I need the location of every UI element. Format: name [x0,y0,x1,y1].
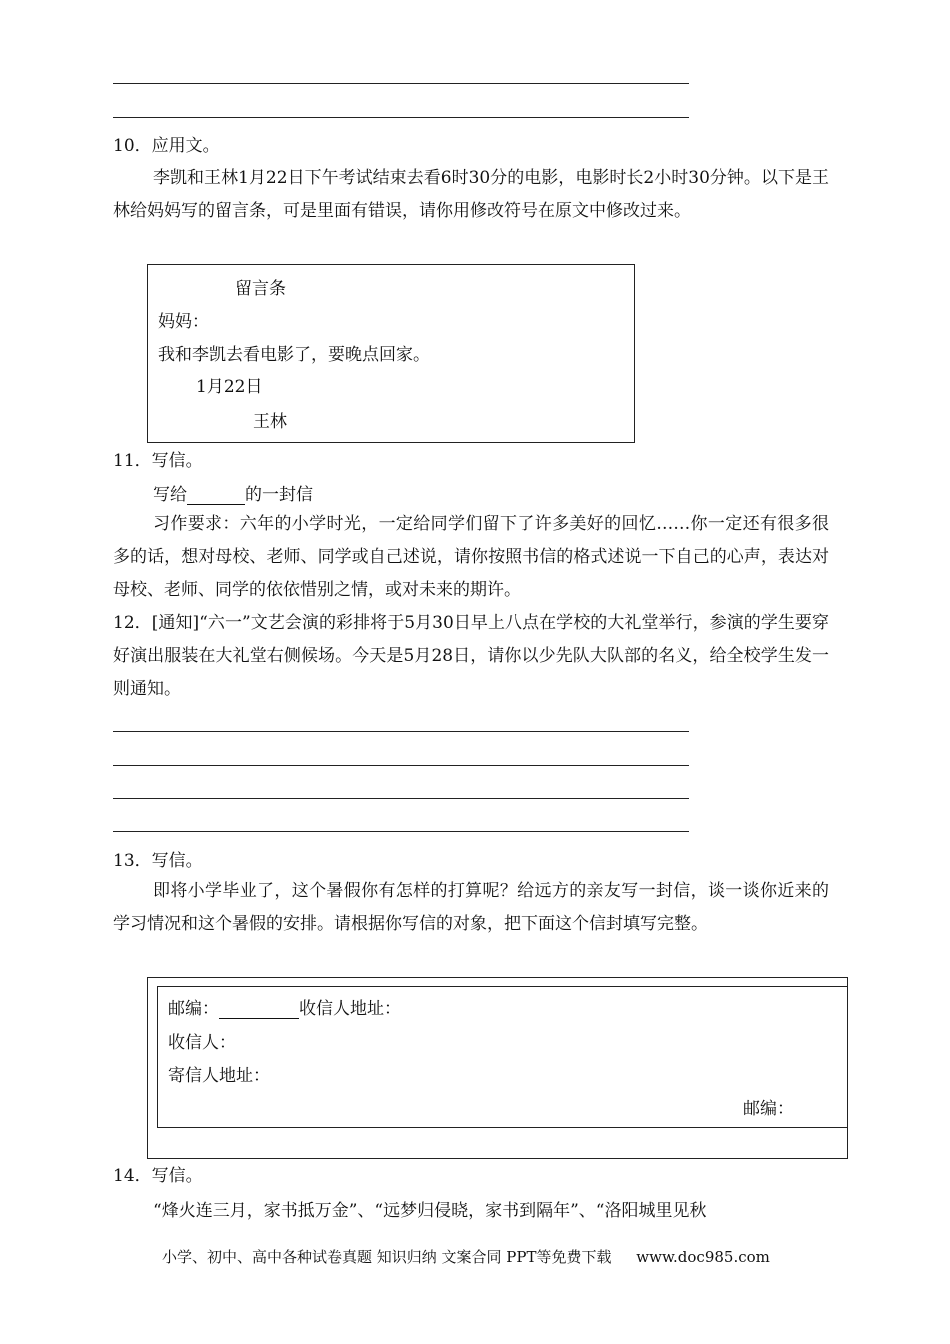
answer-line[interactable] [113,831,689,832]
footer-text: 小学、初中、高中各种试卷真题 知识归纳 文案合同 PPT等免费下载 [162,1248,612,1266]
q14-intro: “烽火连三月，家书抵万金”、“远梦归侵晓，家书到隔年”、“洛阳城里见秋 [153,1201,707,1221]
q11-heading: 11．写信。 [113,451,203,471]
recipient-label: 收信人： [168,1033,236,1053]
recipient-address-label: 收信人地址： [299,999,401,1019]
note-greeting: 妈妈： [158,312,209,332]
answer-line[interactable] [113,117,689,118]
letter-recipient-blank[interactable] [187,486,245,505]
q11-title-prefix: 写给 [153,485,187,505]
answer-line[interactable] [113,83,689,84]
q11-requirement: 习作要求：六年的小学时光，一定给同学们留下了许多美好的回忆……你一定还有很多很多的话，想对母校、老师、同学或自己述说，请你按照书信的格式述说一下自己的心声，表达对母校、老师、同学的依依惜别之情，或对未来的期许。 [113,514,829,600]
answer-line[interactable] [113,765,689,766]
q12-text: 12．[通知]“六一”文艺会演的彩排将于5月30日早上八点在学校的大礼堂举行，参演的学生要穿好演出服装在大礼堂右侧候场。今天是5月28日，请你以少先队大队部的名义，给全校学生发一则通知。 [113,613,829,699]
note-date: 1月22日 [196,377,263,397]
message-note-box [147,264,635,443]
note-signature: 王林 [253,412,287,432]
footer [162,1246,770,1267]
footer-url[interactable]: www.doc985.com [636,1248,770,1266]
note-body: 我和李凯去看电影了，要晚点回家。 [158,345,430,365]
envelope-zip-row [168,994,401,1019]
answer-line[interactable] [113,731,689,732]
zip-blank[interactable] [219,1000,299,1019]
q13-heading: 13．写信。 [113,851,203,871]
zip-label: 邮编： [168,999,219,1019]
sender-zip-label: 邮编： [743,1099,794,1119]
q10-heading: 10．应用文。 [113,136,220,156]
answer-line[interactable] [113,798,689,799]
q13-intro: 即将小学毕业了，这个暑假你有怎样的打算呢？给远方的亲友写一封信，谈一谈你近来的学习情况和这个暑假的安排。请根据你写信的对象，把下面这个信封填写完整。 [113,881,829,934]
q10-intro: 李凯和王林1月22日下午考试结束去看6时30分的电影，电影时长2小时30分钟。以下是王林给妈妈写的留言条，可是里面有错误，请你用修改符号在原文中修改过来。 [113,168,829,221]
q11-title-line [153,480,313,505]
q11-title-suffix: 的一封信 [245,485,313,505]
envelope-inner [157,986,848,1128]
q14-heading: 14．写信。 [113,1166,203,1186]
note-title: 留言条 [235,279,286,299]
sender-address-label: 寄信人地址： [168,1066,270,1086]
